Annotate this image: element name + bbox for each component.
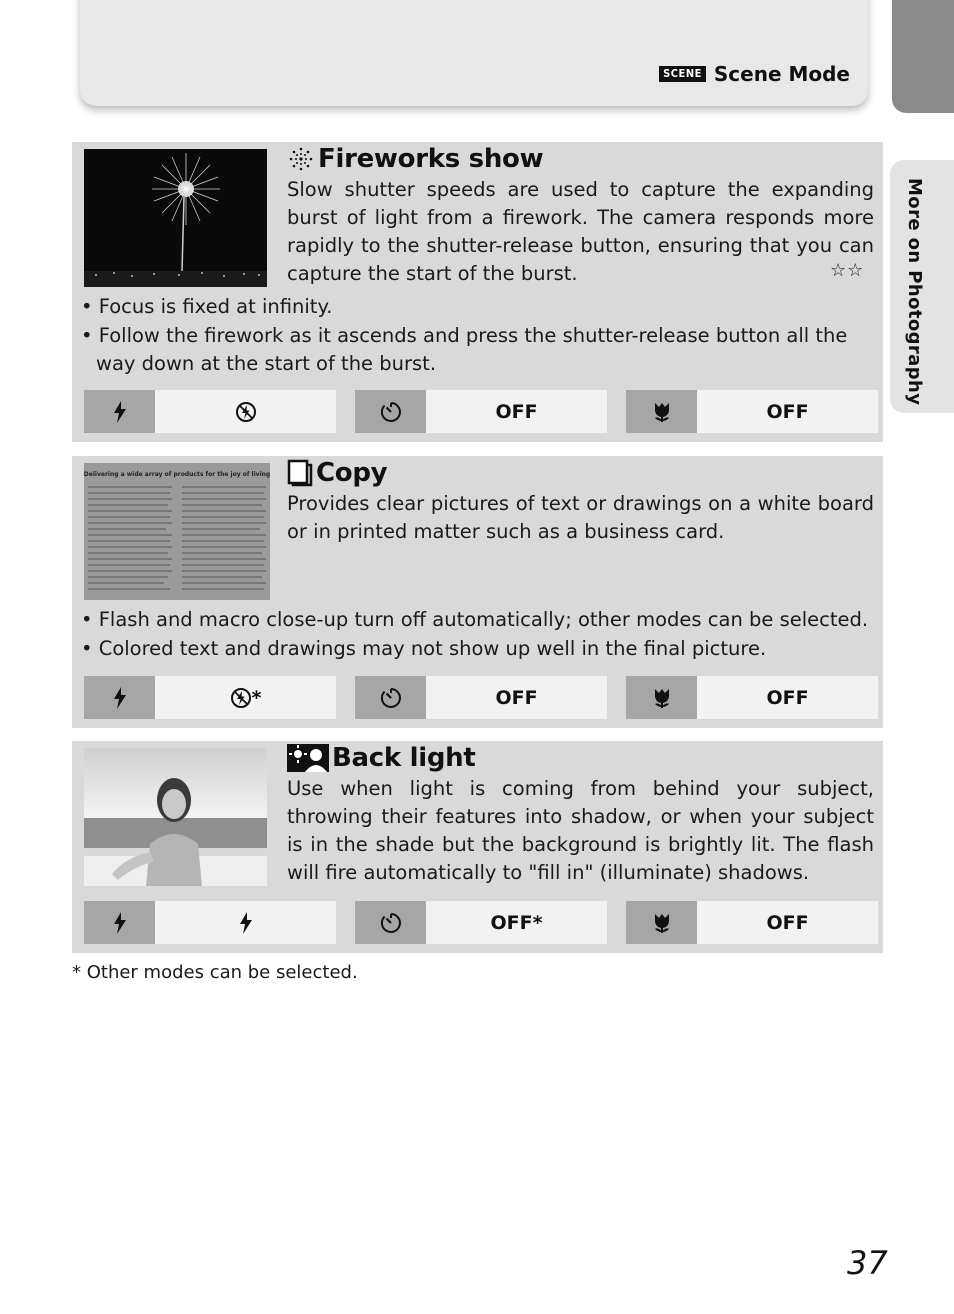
self-timer-value: OFF*: [426, 901, 607, 944]
description-text: Use when light is coming from behind your subject, throwing their features into shadow, or when your subject is in the shade but the background is brightly lit. The flash will fire automatically to "fill in" (illuminate) shadows.: [287, 777, 874, 884]
flash-mode-cell: [84, 901, 155, 944]
fireworks-photo: [84, 149, 267, 287]
back-light-icon: [287, 744, 329, 772]
self-timer-cell: [355, 901, 426, 944]
macro-cell: [626, 901, 697, 944]
self-timer-icon: [380, 912, 402, 934]
self-timer-value: OFF: [426, 676, 607, 719]
bullet-list: [81, 606, 881, 664]
macro-tulip-icon: [652, 401, 672, 423]
list-item: • Follow the firework as it ascends and press the shutter-release button all the way down at the start of the burst.: [81, 324, 848, 375]
list-item: • Flash and macro close-up turn off automatically; other modes can be selected.: [81, 608, 869, 631]
section-title-text: Copy: [316, 458, 388, 488]
thumb-tab: [892, 0, 954, 113]
back-light-photo: [84, 748, 267, 886]
section-fireworks: [72, 142, 883, 442]
settings-row: [84, 901, 878, 944]
section-description: [287, 775, 874, 887]
macro-cell: [626, 390, 697, 433]
header-title: [659, 62, 850, 86]
section-title-text: Back light: [332, 743, 476, 773]
section-back-light: [72, 741, 883, 953]
self-timer-cell: [355, 390, 426, 433]
macro-value: OFF: [697, 390, 878, 433]
flash-icon: [113, 687, 127, 709]
footnote: * Other modes can be selected.: [72, 962, 358, 983]
flash-suffix: *: [251, 686, 262, 709]
section-title-fireworks: [287, 144, 543, 174]
list-item: • Focus is fixed at infinity.: [81, 295, 333, 318]
flash-off-icon: [235, 401, 257, 423]
section-title-copy: [287, 458, 387, 488]
self-timer-icon: [380, 687, 402, 709]
settings-row: [84, 676, 878, 719]
section-title-text: Fireworks show: [318, 144, 544, 174]
macro-tulip-icon: [652, 687, 672, 709]
list-item: • Colored text and drawings may not show up well in the final picture.: [81, 637, 767, 660]
flash-off-icon: [230, 687, 252, 709]
flash-icon: [113, 401, 127, 423]
copy-sample-photo: [84, 463, 270, 600]
macro-tulip-icon: [652, 912, 672, 934]
section-title-back-light: [287, 743, 476, 773]
flash-mode-value: [155, 901, 336, 944]
macro-cell: [626, 676, 697, 719]
self-timer-value: OFF: [426, 390, 607, 433]
macro-value: OFF: [697, 676, 878, 719]
flash-mode-value: [155, 390, 336, 433]
scene-mode-icon: SCENE: [659, 66, 706, 82]
section-description: [287, 490, 874, 546]
description-text: Slow shutter speeds are used to capture the expanding burst of light from a firework. The camera responds more rapidly to the shutter-release button, ensuring that you can capture the start of the burst.: [287, 178, 874, 285]
flash-icon: [113, 912, 127, 934]
copy-icon: [287, 459, 313, 487]
flash-mode-cell: [84, 390, 155, 433]
self-timer-icon: [380, 401, 402, 423]
macro-value: OFF: [697, 901, 878, 944]
flash-mode-value: [155, 676, 336, 719]
self-timer-cell: [355, 676, 426, 719]
page-number: 37: [847, 1244, 888, 1282]
fireworks-icon: [287, 145, 315, 173]
side-tab-label: More on Photography: [904, 178, 925, 406]
side-tab: [890, 160, 954, 413]
flash-auto-icon: [239, 912, 253, 934]
bullet-list: [81, 293, 881, 379]
settings-row: [84, 390, 878, 433]
description-text: Provides clear pictures of text or drawings on a white board or in printed matter such as a business card.: [287, 492, 874, 543]
copy-sample-heading: Delivering a wide array of products for the joy of living: [84, 471, 270, 478]
section-copy: [72, 456, 883, 728]
section-description: [287, 176, 874, 288]
header-title-text: Scene Mode: [713, 62, 850, 86]
flash-mode-cell: [84, 676, 155, 719]
rating-stars: ☆☆: [830, 260, 865, 281]
header-tab: [80, 0, 868, 106]
